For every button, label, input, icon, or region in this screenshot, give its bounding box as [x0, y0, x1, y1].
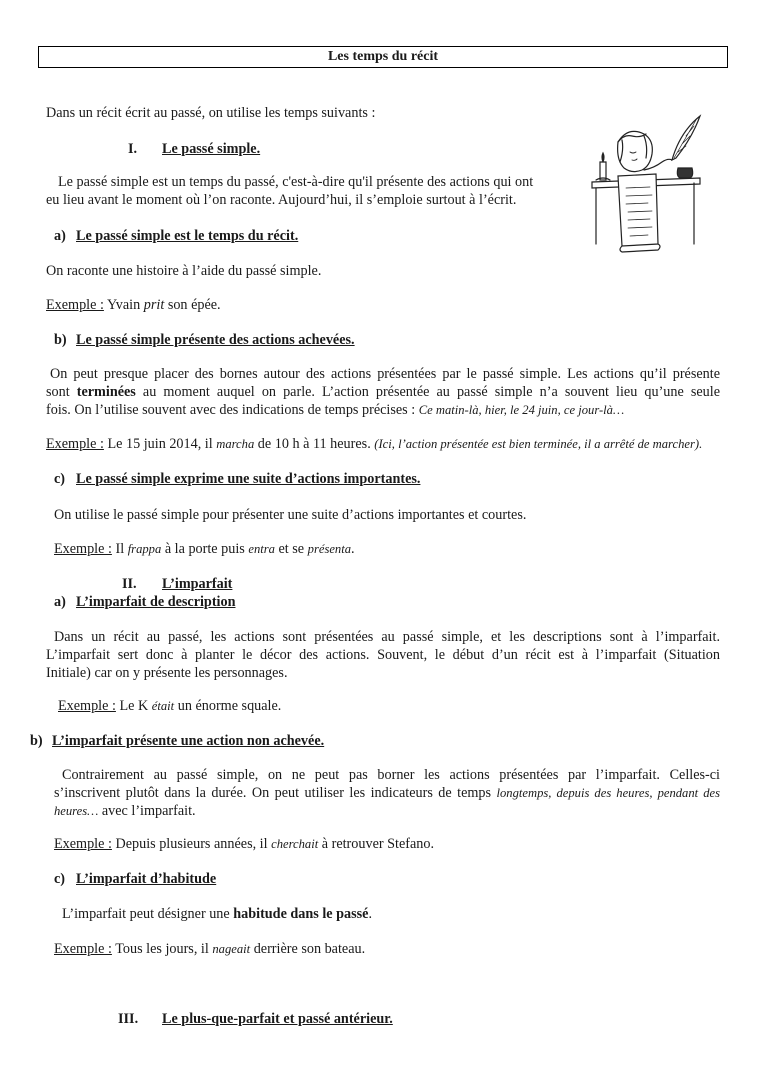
example-verb: présenta — [307, 542, 352, 556]
subsection-2a-paragraph — [46, 628, 720, 682]
para-line: L’imparfait sert donc à planter le décor des actions. Souvent, le début d’un récit est à l’imparfait (Situation — [46, 647, 720, 663]
example-label: Exemple : — [58, 698, 116, 714]
example-pre: Le 15 juin 2014, il — [107, 436, 213, 452]
example-label: Exemple : — [54, 836, 112, 852]
example-verb: était — [151, 699, 175, 713]
example-pre: Le K — [119, 698, 149, 714]
example-post: un énorme squale. — [177, 698, 282, 714]
example-post: derrière son bateau. — [253, 941, 366, 957]
example-verb: marcha — [216, 437, 255, 451]
example-pre: Depuis plusieurs années, il — [115, 836, 268, 852]
intro-text: Dans un récit écrit au passé, on utilise les temps suivants : — [46, 105, 376, 121]
subsection-2c-letter: c) — [54, 871, 66, 887]
example-post: de 10 h à 11 heures. — [257, 436, 371, 452]
example-label: Exemple : — [54, 941, 112, 957]
example-end: . — [351, 541, 355, 557]
subsection-2a-letter: a) — [54, 594, 66, 610]
subsection-2c-text — [62, 905, 372, 923]
example-text: et se — [278, 541, 305, 557]
text: au moment auquel on parle. L’action présentée au passé simple n’a souvent lieu qu’une seule — [142, 384, 721, 400]
text: L’imparfait peut désigner une — [62, 906, 230, 922]
text: s’inscrivent plutôt dans la durée. On peut utiliser les indicateurs de temps — [54, 785, 492, 801]
para-line: Initiale) car on y présente les personnages. — [46, 665, 288, 681]
example-post: à retrouver Stefano. — [321, 836, 435, 852]
section-1-number: I. — [128, 141, 138, 157]
example-label: Exemple : — [46, 297, 104, 313]
page-title: Les temps du récit — [38, 46, 728, 68]
example-pre: Yvain — [106, 297, 141, 313]
example-text: Il — [115, 541, 125, 557]
section-1-para-line-2: eu lieu avant le moment où l’on raconte. Aujourd’hui, il s’emploie surtout à l’écrit. — [46, 192, 517, 208]
para-line: Dans un récit au passé, les actions sont présentées au passé simple, et les descriptions sont à l’imparfait. — [54, 629, 720, 645]
example-note: (Ici, l’action présentée est bien terminée, il a arrêté de marcher). — [374, 437, 703, 451]
subsection-1a-letter: a) — [54, 228, 66, 244]
subsection-1b-heading: Le passé simple présente des actions achevées. — [76, 332, 355, 348]
example-verb: entra — [248, 542, 275, 556]
italic-text: heures… — [54, 804, 99, 818]
example-post: son épée. — [167, 297, 221, 313]
subsection-1b-letter: b) — [54, 332, 67, 348]
example-label: Exemple : — [46, 436, 104, 452]
subsection-2b-letter: b) — [30, 733, 43, 749]
section-3-heading: Le plus-que-parfait et passé antérieur. — [162, 1011, 393, 1027]
example-verb: nageait — [212, 942, 251, 956]
subsection-2a-heading: L’imparfait de description — [76, 594, 236, 610]
para-line — [46, 383, 720, 401]
writer-with-quill-icon — [588, 112, 706, 254]
text: fois. On l’utilise souvent avec des indications de temps précises : — [46, 402, 416, 418]
example-verb: cherchait — [271, 837, 319, 851]
subsection-1c-heading: Le passé simple exprime une suite d’actions importantes. — [76, 471, 421, 487]
para-line — [54, 784, 720, 802]
subsection-1c-example — [54, 540, 355, 558]
text: sont — [46, 384, 70, 400]
subsection-2b-example — [54, 835, 434, 853]
subsection-1b-example — [46, 435, 702, 453]
subsection-1b-paragraph — [46, 365, 720, 419]
para-line — [54, 802, 720, 820]
subsection-1c-text: On utilise le passé simple pour présenter une suite d’actions importantes et courtes. — [54, 507, 527, 523]
example-text: à la porte puis — [164, 541, 245, 557]
para-line — [46, 401, 720, 419]
para-line: Contrairement au passé simple, on ne peut pas borner les actions présentées par l’imparfait. Celles-ci — [62, 767, 720, 783]
example-label: Exemple : — [54, 541, 112, 557]
subsection-2b-paragraph — [54, 766, 720, 820]
section-1-heading: Le passé simple. — [162, 141, 261, 157]
subsection-1c-letter: c) — [54, 471, 66, 487]
section-3-number: III. — [118, 1011, 139, 1027]
example-verb: frappa — [127, 542, 162, 556]
section-2-number: II. — [122, 576, 137, 592]
italic-text: Ce matin-là, hier, le 24 juin, ce jour-là… — [418, 403, 625, 417]
subsection-2b-heading: L’imparfait présente une action non achevée. — [52, 733, 325, 749]
bold-text: terminées — [76, 384, 136, 400]
example-pre: Tous les jours, il — [115, 941, 209, 957]
subsection-2a-example — [58, 697, 281, 715]
italic-text: longtemps, depuis des heures, pendant des — [496, 786, 720, 800]
section-2-heading: L’imparfait — [162, 576, 233, 592]
subsection-2c-example — [54, 940, 365, 958]
subsection-1a-example — [46, 296, 221, 314]
subsection-1a-heading: Le passé simple est le temps du récit. — [76, 228, 299, 244]
text: . — [368, 906, 373, 922]
para-line: On peut presque placer des bornes autour des actions présentées par le passé simple. Les actions qu’il présente — [50, 366, 720, 382]
subsection-2c-heading: L’imparfait d’habitude — [76, 871, 217, 887]
subsection-1a-text: On raconte une histoire à l’aide du passé simple. — [46, 263, 322, 279]
text: avec l’imparfait. — [101, 803, 196, 819]
bold-text: habitude dans le passé — [233, 906, 369, 922]
section-1-para-line-1: Le passé simple est un temps du passé, c'est-à-dire qu'il présente des actions qui ont — [58, 174, 534, 190]
example-verb: prit — [143, 297, 165, 313]
